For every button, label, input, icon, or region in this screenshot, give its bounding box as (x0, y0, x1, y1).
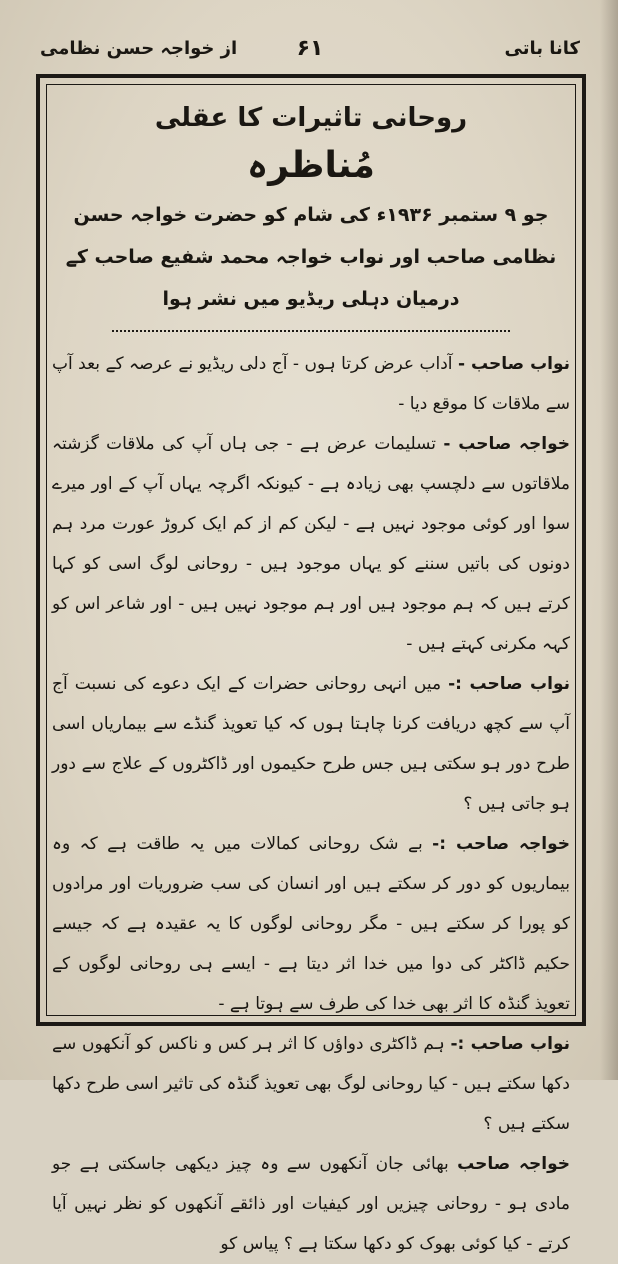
dialogue-text: آداب عرض کرتا ہوں - آج دلی ریڈیو نے عرصہ کے بعد آپ سے ملاقات کا موقع دیا - (52, 354, 570, 414)
speaker-label: خواجہ صاحب - (443, 434, 571, 454)
running-head-author: از خواجہ حسن نظامی (40, 38, 238, 59)
article-main-heading: مُناظرہ (247, 145, 375, 186)
dialogue-paragraph (52, 424, 570, 664)
speaker-label: نواب صاحب :- (450, 1034, 571, 1054)
dialogue-text: ہم ڈاکٹری دواؤں کا اثر ہر کس و ناکس کو آنکھوں سے دکھا سکتے ہیں - کیا روحانی لوگ بھی تعویذ گنڈہ کی تاثیر اسی طرح دکھا سکتے ہیں ؟ (52, 1034, 570, 1134)
speaker-label: خواجہ صاحب (457, 1154, 570, 1174)
dialogue-paragraph (52, 344, 570, 424)
dialogue-text: میں انہی روحانی حضرات کے ایک دعوے کی نسبت آج آپ سے کچھ دریافت کرنا چاہتا ہوں کہ کیا تعویذ گنڈے سے بیماریاں اسی طرح دور ہو سکتی ہیں جس طرح حکیموں اور ڈاکٹروں کے علاج سے دور ہو جاتی ہیں ؟ (52, 674, 570, 814)
dialogue-paragraph (52, 824, 570, 1024)
dotted-divider (52, 324, 570, 338)
dialogue-paragraph (52, 1024, 570, 1144)
article-body (52, 92, 570, 1264)
running-head (40, 38, 580, 72)
speaker-label: نواب صاحب :- (448, 674, 571, 694)
dialogue-text: بھائی جان آنکھوں سے وہ چیز دیکھی جاسکتی ہے جو مادی ہو - روحانی چیزیں اور کیفیات اور ذائقے آنکھوں کو نظر نہیں آیا کرتے - کیا کوئی بھوک کو دکھا سکتا ہے ؟ پیاس کو (52, 1154, 570, 1254)
running-head-title: کانا باتی (504, 38, 580, 59)
speaker-label: نواب صاحب - (458, 354, 571, 374)
spine-shadow (600, 0, 618, 1080)
dialogue-text: بے شک روحانی کمالات میں یہ طاقت ہے کہ وہ بیماریوں کو دور کر سکتے ہیں اور انسان کی سب ضروریات اور مرادوں کو پورا کر سکتے ہیں - مگر روحانی لوگوں کا یہ عقیدہ ہے کہ جیسے حکیم ڈاکٹر کی دوا میں خدا اثر دیتا ہے - ایسے ہی روحانی لوگوں کے تعویذ گنڈہ کا اثر بھی خدا کی طرف سے ہوتا ہے - (52, 834, 570, 1014)
article-heading: روحانی تاثیرات کا عقلی (154, 103, 468, 133)
page-number: ۶۱ (296, 36, 324, 61)
article-intro: جو ۹ ستمبر ۱۹۳۶ء کی شام کو حضرت خواجہ حسن نظامی صاحب اور نواب خواجہ محمد شفیع صاحب کے درمیان دہلی ریڈیو میں نشر ہوا (65, 204, 557, 310)
dialogue-text: تسلیمات عرض ہے - جی ہاں آپ کی ملاقات گزشتہ ملاقاتوں سے دلچسپ بھی زیادہ ہے - کیونکہ اگرچہ یہاں آپ کے اور میرے سوا اور کوئی موجود نہیں ہے - لیکن کم از کم ایک کروڑ عورت مرد ہم دونوں کی باتیں سننے کو یہاں موجود ہیں - روحانی لوگ اسی کو کہا کرتے ہیں کہ ہم موجود ہیں اور ہم موجود نہیں ہیں - اور شاعر اس کو کہہ مکرنی کہتے ہیں - (52, 434, 570, 654)
dialogue-paragraph (52, 1144, 570, 1264)
dialogue-paragraph (52, 664, 570, 824)
speaker-label: خواجہ صاحب :- (432, 834, 570, 854)
